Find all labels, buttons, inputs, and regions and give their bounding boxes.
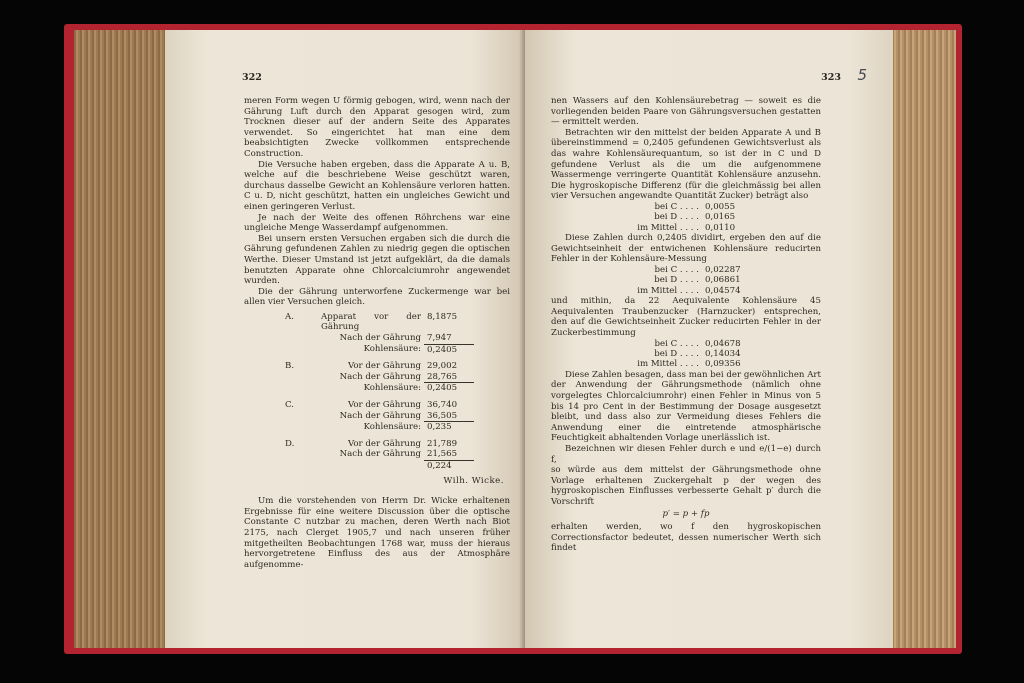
d-after-text: Nach der Gährung (339, 449, 421, 460)
row-label-d: D. (285, 438, 295, 449)
b-result-value: 0,2405 (424, 383, 474, 394)
a-before-text: Apparat vor der Gährung (321, 311, 421, 333)
value-row: bei C . . . . 0,02287 (654, 264, 741, 275)
a-before-value: 8,1875 (427, 311, 458, 322)
right-para-2: Betrachten wir den mittelst der beiden Apparate A und B übereinstimmend = 0,2405 gefundenen Gewichtsverlust als das wahre Kohlensäurequantum, so ist der in C und D gefundene Verlust als die um die aufgenommene Wassermenge verringerte Quantität Kohlensäure anzusehn. Die hygroskopische Differenz (für die gleichmässig bei allen vier Versuchen angewandte Quantität Zucker) beträgt also (551, 127, 821, 202)
left-page (165, 30, 525, 648)
left-para-2: Die Versuche haben ergeben, dass die Apparate A u. B, welche auf die beschriebene Weise geschützt waren, durchaus dasselbe Gewicht an Kohlensäure verloren hatten. C u. D, nicht geschützt, hatten ein ungleiches Gewicht und einen geringeren Verlust. (244, 159, 510, 212)
value-row: bei C . . . . 0,0055 (654, 201, 736, 212)
value-row: im Mittel . . . . 0,09356 (637, 359, 741, 370)
c-result-text: Kohlensäure: (363, 421, 421, 432)
page-number-right: 323 (821, 72, 841, 83)
left-para-4: Bei unsern ersten Versuchen ergaben sich die durch die Gährung gefundenen Zahlen zu niedrig gegen die optischen Werthe. Dieser Umstand ist jetzt aufgeklärt, da die damals benutzten Apparate ohne Chlorcalciumrohr angewendet wurden. (244, 233, 510, 287)
difference-values (621, 202, 761, 233)
a-after-text: Nach der Gährung (339, 333, 421, 344)
page-edges-left (74, 30, 170, 648)
right-para-3: Diese Zahlen durch 0,2405 dividirt, ergeben den auf die Gewichtseinheit der entwichenen Kohlensäure reducirten Fehler in der Kohlensäure-Messung (551, 233, 821, 265)
a-after-value: 7,947 (427, 333, 452, 344)
c-before-text: Vor der Gährung (347, 400, 421, 411)
right-para-5: Diese Zahlen besagen, dass man bei der gewöhnlichen Art der Anwendung der Gährungsmethode (nämlich ohne vorgelegtes Chlorcalciumrohr) einen Fehler in Minus von 5 bis 14 pro Cent in der Bestimmung der Dosage ausgesetzt bleibt, und dass also zur Vermeidung dieses Fehlers die Anwendung einer die eintretende atmosphärische Feuchtigkeit abhaltenden Vorlage unerlässlich ist. (551, 369, 821, 444)
a-result-value: 0,2405 (424, 344, 474, 355)
b-after-text: Nach der Gährung (339, 371, 421, 382)
right-para-7: so würde aus dem mittelst der Gährungsmethode ohne Vorlage erhaltenen Zuckergehalt p der wegen des hygroskopischen Einflusses verbesserte Gehalt p′ durch die Vorschrift (551, 465, 821, 507)
right-para-1: nen Wassers auf den Kohlensäurebetrag — soweit es die vorliegenden beiden Paare von Gährungsversuchen gestatten — ermittelt werden. (551, 96, 821, 128)
sugar-error-values (621, 339, 761, 370)
measurement-table (282, 312, 474, 472)
b-before-text: Vor der Gährung (347, 361, 421, 372)
c-after-value: 36,505 (427, 410, 458, 421)
b-after-value: 28,765 (427, 371, 458, 382)
value-row: bei C . . . . 0,04678 (654, 338, 741, 349)
a-result-text: Kohlensäure: (363, 344, 421, 355)
c-result-value: 0,235 (424, 422, 474, 433)
left-para-3: Je nach der Weite des offenen Röhrchens war eine ungleiche Menge Wasserdampf aufgenommen. (244, 212, 510, 234)
right-text-column (551, 96, 821, 554)
value-row: bei D . . . . 0,14034 (654, 348, 741, 359)
b-before-value: 29,002 (427, 361, 458, 372)
co2-error-values (621, 265, 761, 296)
d-result-value: 0,224 (424, 461, 474, 472)
d-before-text: Vor der Gährung (347, 438, 421, 449)
right-para-4: und mithin, da 22 Aequivalente Kohlensäure 45 Aequivalenten Traubenzucker (Harnzucker) entsprechen, den auf die Gewichtseinheit Zucker reducirten Fehler in der Zuckerbestimmung (551, 296, 821, 338)
right-page (525, 30, 893, 648)
signature: Wilh. Wicke. (443, 475, 504, 486)
b-result-text: Kohlensäure: (363, 382, 421, 393)
row-label-c: C. (285, 400, 295, 411)
row-label-a: A. (285, 311, 294, 322)
correction-formula: p′ = p + fp (662, 509, 710, 520)
d-after-value: 21,565 (427, 449, 458, 460)
left-para-5: Die der Gährung unterworfene Zuckermenge war bei allen vier Versuchen gleich. (244, 286, 510, 308)
left-para-6: Um die vorstehenden von Herrn Dr. Wicke erhaltenen Ergebnisse für eine weitere Discussion über die optische Constante C nutzbar zu machen, deren Werth nach Biot 2175, nach Clerget 1905,7 und nach unseren früher mitgetheilten Beobachtungen 1768 war, muss der hieraus hervorgetretene Einfluss des aus der Atmosphäre aufgenomme- (244, 496, 510, 570)
right-para-8: erhalten werden, wo f den hygroskopischen Correctionsfactor bedeutet, dessen numerischer Werth sich findet (551, 522, 821, 554)
left-para-1: meren Form wegen U förmig gebogen, wird, wenn nach der Gährung Luft durch den Apparat gesogen wird, zum Trocknen dieser auf der andern Seite des Apparates verwendet. So eingerichtet hat man eine dem beabsichtigten Zwecke vollkommen entsprechende Construction. (244, 96, 510, 159)
right-para-6: Bezeichnen wir diesen Fehler durch e und e/(1−e) durch f, (551, 443, 821, 465)
left-text-column (244, 96, 510, 570)
value-row: im Mittel . . . . 0,0110 (637, 222, 736, 233)
value-row: bei D . . . . 0,06861 (654, 275, 741, 286)
row-label-b: B. (285, 361, 295, 372)
page-number-left: 322 (242, 72, 262, 83)
d-before-value: 21,789 (427, 438, 458, 449)
c-before-value: 36,740 (427, 400, 458, 411)
c-after-text: Nach der Gährung (339, 410, 421, 421)
value-row: im Mittel . . . . 0,04574 (637, 285, 741, 296)
value-row: bei D . . . . 0,0165 (654, 212, 736, 223)
pencil-annotation: 5 (857, 66, 867, 84)
